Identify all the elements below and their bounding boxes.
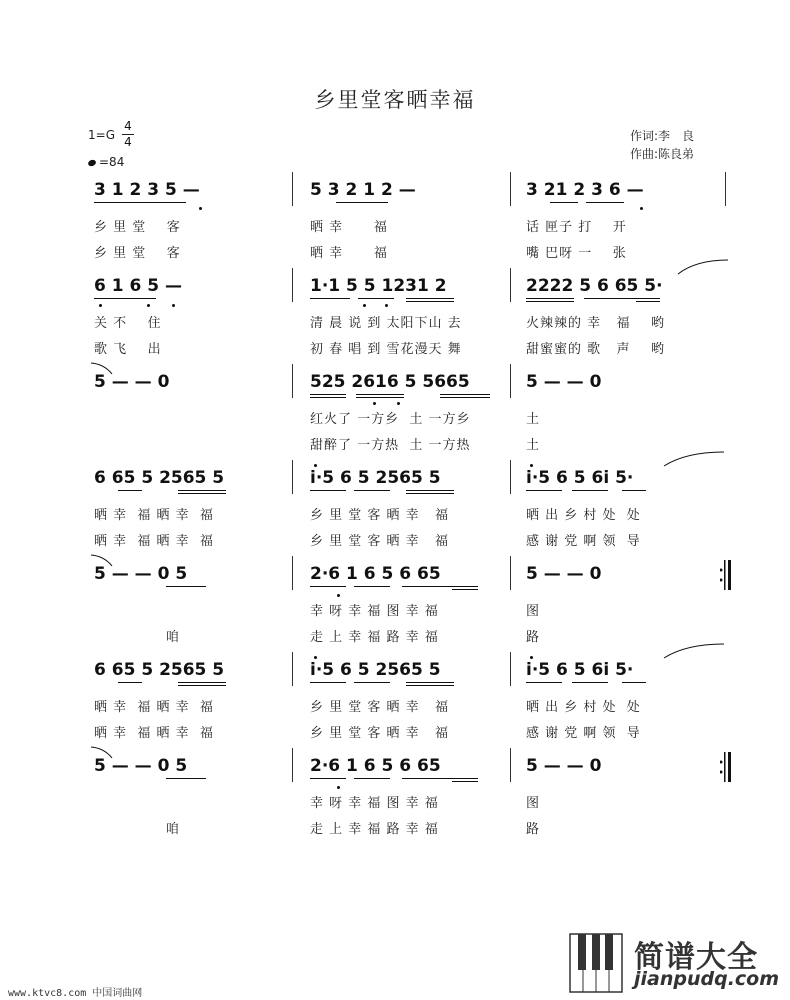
underline bbox=[178, 682, 226, 683]
underline bbox=[452, 781, 478, 782]
lyric-verse-2: 走 上 幸 福 路 幸 福 bbox=[310, 630, 439, 645]
lyric-verse-1: 幸 呀 幸 福 图 幸 福 bbox=[310, 796, 439, 811]
measure-notes: 6 65 5 2565 5 bbox=[94, 468, 225, 488]
site-logo bbox=[568, 930, 788, 996]
key-signature: 1=G bbox=[88, 128, 115, 142]
high-octave-dot bbox=[314, 656, 317, 659]
time-signature bbox=[122, 120, 134, 149]
lyric-verse-2: 咱 bbox=[94, 822, 180, 837]
score-row-2 bbox=[0, 276, 790, 366]
high-octave-dot bbox=[314, 464, 317, 467]
underline bbox=[622, 682, 646, 683]
low-octave-dot bbox=[337, 786, 340, 789]
measure-notes: i·5 6 5 6i 5· bbox=[526, 660, 634, 680]
bar-line bbox=[292, 748, 293, 782]
slur-tie bbox=[676, 258, 730, 276]
measure-notes: 5 — — 0 bbox=[526, 564, 602, 584]
lyric-verse-1: 图 bbox=[526, 604, 541, 619]
lyric-verse-1: 幸 呀 幸 福 图 幸 福 bbox=[310, 604, 439, 619]
underline bbox=[440, 397, 490, 398]
time-signature-top: 4 bbox=[124, 119, 132, 133]
bar-line bbox=[510, 364, 511, 398]
measure-notes: 5 — — 0 bbox=[94, 372, 170, 392]
lyric-verse-2: 感 谢 党 啊 领 导 bbox=[526, 726, 641, 741]
score-row-3 bbox=[0, 372, 790, 462]
underline bbox=[94, 202, 186, 203]
underline bbox=[310, 397, 346, 398]
underline bbox=[586, 202, 624, 203]
lyric-verse-1: 红火了 一方乡 土 一方乡 bbox=[310, 412, 471, 427]
lyric-verse-1: 晒 出 乡 村 处 处 bbox=[526, 700, 641, 715]
bar-line bbox=[510, 268, 511, 302]
logo-url: jianpudq.com bbox=[634, 968, 780, 990]
underline bbox=[406, 298, 454, 299]
underline bbox=[550, 202, 578, 203]
tempo-value: =84 bbox=[99, 155, 125, 169]
lyric-verse-1: 晒 幸 福 晒 幸 福 bbox=[94, 700, 214, 715]
lyric-verse-1: 晒 幸 福 bbox=[310, 220, 388, 235]
lyric-verse-1: 火辣辣的 幸 福 哟 bbox=[526, 316, 666, 331]
measure-notes: 5 — — 0 bbox=[526, 756, 602, 776]
bar-line bbox=[292, 460, 293, 494]
measure-notes: 5 — — 0 bbox=[526, 372, 602, 392]
measure-notes: 5 — — 0 5 bbox=[94, 756, 188, 776]
high-octave-dot bbox=[530, 656, 533, 659]
underline bbox=[354, 682, 390, 683]
lyric-verse-2: 路 bbox=[526, 630, 541, 645]
low-octave-dot bbox=[172, 304, 175, 307]
underline bbox=[572, 490, 608, 491]
high-octave-dot bbox=[530, 464, 533, 467]
lyric-verse-1: 乡 里 堂 客 晒 幸 福 bbox=[310, 508, 450, 523]
low-octave-dot bbox=[337, 594, 340, 597]
underline bbox=[94, 298, 156, 299]
bar-line bbox=[292, 556, 293, 590]
repeat-sign bbox=[720, 560, 734, 594]
low-octave-dot bbox=[397, 402, 400, 405]
underline bbox=[402, 586, 478, 587]
measure-notes: 3 1 2 3 5 — bbox=[94, 180, 200, 200]
slur-tie bbox=[662, 642, 726, 660]
underline bbox=[526, 682, 562, 683]
lyric-verse-2: 咱 bbox=[94, 630, 180, 645]
underline bbox=[406, 682, 454, 683]
song-title: 乡里堂客晒幸福 bbox=[314, 88, 476, 112]
lyric-verse-1: 话 匣子 打 开 bbox=[526, 220, 627, 235]
composer: 作曲:陈良弟 bbox=[630, 147, 695, 161]
underline bbox=[356, 394, 404, 395]
underline bbox=[178, 493, 226, 494]
lyric-verse-2: 晒 幸 福 晒 幸 福 bbox=[94, 534, 214, 549]
bar-line bbox=[510, 652, 511, 686]
underline bbox=[636, 301, 660, 302]
low-octave-dot bbox=[199, 207, 202, 210]
underline bbox=[440, 394, 490, 395]
underline bbox=[358, 298, 394, 299]
underline bbox=[336, 202, 388, 203]
underline bbox=[452, 589, 478, 590]
lyric-verse-2: 晒 幸 福 bbox=[310, 246, 388, 261]
underline bbox=[526, 298, 574, 299]
underline bbox=[118, 682, 142, 683]
measure-notes: i·5 6 5 2565 5 bbox=[310, 660, 441, 680]
underline bbox=[178, 490, 226, 491]
lyric-verse-1: 关 不 住 bbox=[94, 316, 162, 331]
lyric-verse-2: 晒 幸 福 晒 幸 福 bbox=[94, 726, 214, 741]
measure-notes: 525 2616 5 5665 bbox=[310, 372, 470, 392]
credits bbox=[630, 127, 694, 163]
lyric-verse-2: 嘴 巴呀 一 张 bbox=[526, 246, 627, 261]
underline bbox=[166, 778, 206, 779]
lyric-verse-1: 乡 里 堂 客 晒 幸 福 bbox=[310, 700, 450, 715]
tempo-marking bbox=[88, 155, 124, 169]
underline bbox=[622, 490, 646, 491]
underline bbox=[406, 301, 454, 302]
underline bbox=[354, 778, 390, 779]
measure-notes: 2222 5 6 65 5· bbox=[526, 276, 663, 296]
lyric-verse-2: 乡 里 堂 客 晒 幸 福 bbox=[310, 726, 450, 741]
underline bbox=[406, 490, 454, 491]
lyric-verse-2: 路 bbox=[526, 822, 541, 837]
underline bbox=[584, 298, 660, 299]
logo-title: 简谱大全 bbox=[634, 940, 758, 975]
score-row-5 bbox=[0, 564, 790, 654]
time-signature-bottom: 4 bbox=[124, 135, 132, 149]
measure-notes: 6 65 5 2565 5 bbox=[94, 660, 225, 680]
bar-line bbox=[292, 364, 293, 398]
bar-line bbox=[510, 460, 511, 494]
underline bbox=[406, 685, 454, 686]
bar-line bbox=[292, 652, 293, 686]
lyric-verse-2: 初 春 唱 到 雪花漫天 舞 bbox=[310, 342, 462, 357]
low-octave-dot bbox=[363, 304, 366, 307]
footer-site: www.ktvc8.com 中国词曲网 bbox=[8, 988, 143, 999]
measure-notes: 5 — — 0 5 bbox=[94, 564, 188, 584]
underline bbox=[310, 490, 346, 491]
low-octave-dot bbox=[99, 304, 102, 307]
lyric-verse-2: 乡 里 堂 客 bbox=[94, 246, 181, 261]
measure-notes: 2·6 1 6 5 6 65 bbox=[310, 564, 441, 584]
underline bbox=[310, 586, 346, 587]
score-row-6 bbox=[0, 660, 790, 750]
underline bbox=[526, 490, 562, 491]
measure-notes: 6 1 6 5 — bbox=[94, 276, 182, 296]
lyric-verse-2: 走 上 幸 福 路 幸 福 bbox=[310, 822, 439, 837]
lyric-verse-1: 图 bbox=[526, 796, 541, 811]
lyric-verse-1: 晒 幸 福 晒 幸 福 bbox=[94, 508, 214, 523]
low-octave-dot bbox=[373, 402, 376, 405]
underline bbox=[178, 685, 226, 686]
lyric-verse-2: 甜蜜蜜的 歌 声 哟 bbox=[526, 342, 666, 357]
lyric-verse-2: 甜醉了 一方热 土 一方热 bbox=[310, 438, 471, 453]
measure-notes: 2·6 1 6 5 6 65 bbox=[310, 756, 441, 776]
lyric-verse-2: 土 bbox=[526, 438, 541, 453]
quarter-note-icon bbox=[87, 158, 97, 166]
measure-notes: 5 3 2 1 2 — bbox=[310, 180, 416, 200]
bar-line bbox=[292, 268, 293, 302]
low-octave-dot bbox=[385, 304, 388, 307]
measure-notes: i·5 6 5 6i 5· bbox=[526, 468, 634, 488]
bar-line bbox=[292, 172, 293, 206]
measure-notes: 3 21 2 3 6 — bbox=[526, 180, 644, 200]
low-octave-dot bbox=[147, 304, 150, 307]
underline bbox=[402, 778, 478, 779]
score-row-1 bbox=[0, 180, 790, 270]
measure-notes: i·5 6 5 2565 5 bbox=[310, 468, 441, 488]
lyric-verse-1: 乡 里 堂 客 bbox=[94, 220, 181, 235]
underline bbox=[406, 493, 454, 494]
underline bbox=[310, 778, 346, 779]
lyric-verse-1: 清 晨 说 到 太阳下山 去 bbox=[310, 316, 462, 331]
low-octave-dot bbox=[640, 207, 643, 210]
underline bbox=[356, 397, 404, 398]
slur-tie bbox=[662, 450, 726, 468]
underline bbox=[118, 490, 142, 491]
bar-line bbox=[725, 172, 726, 206]
underline bbox=[526, 301, 574, 302]
underline bbox=[310, 394, 346, 395]
lyric-verse-1: 土 bbox=[526, 412, 541, 427]
end-barline bbox=[720, 752, 734, 786]
lyricist: 作词:李 良 bbox=[630, 129, 695, 143]
lyric-verse-2: 乡 里 堂 客 晒 幸 福 bbox=[310, 534, 450, 549]
bar-line bbox=[510, 172, 511, 206]
underline bbox=[354, 490, 390, 491]
underline bbox=[166, 586, 206, 587]
lyric-verse-2: 感 谢 党 啊 领 导 bbox=[526, 534, 641, 549]
underline bbox=[310, 682, 346, 683]
underline bbox=[354, 586, 390, 587]
underline bbox=[310, 298, 350, 299]
lyric-verse-1: 晒 出 乡 村 处 处 bbox=[526, 508, 641, 523]
underline bbox=[572, 682, 608, 683]
bar-line bbox=[510, 556, 511, 590]
score-row-4 bbox=[0, 468, 790, 558]
bar-line bbox=[510, 748, 511, 782]
piano-keys-icon bbox=[568, 930, 628, 994]
measure-notes: 1·1 5 5 1231 2 bbox=[310, 276, 447, 296]
lyric-verse-2: 歌 飞 出 bbox=[94, 342, 162, 357]
score-row-7 bbox=[0, 756, 790, 846]
